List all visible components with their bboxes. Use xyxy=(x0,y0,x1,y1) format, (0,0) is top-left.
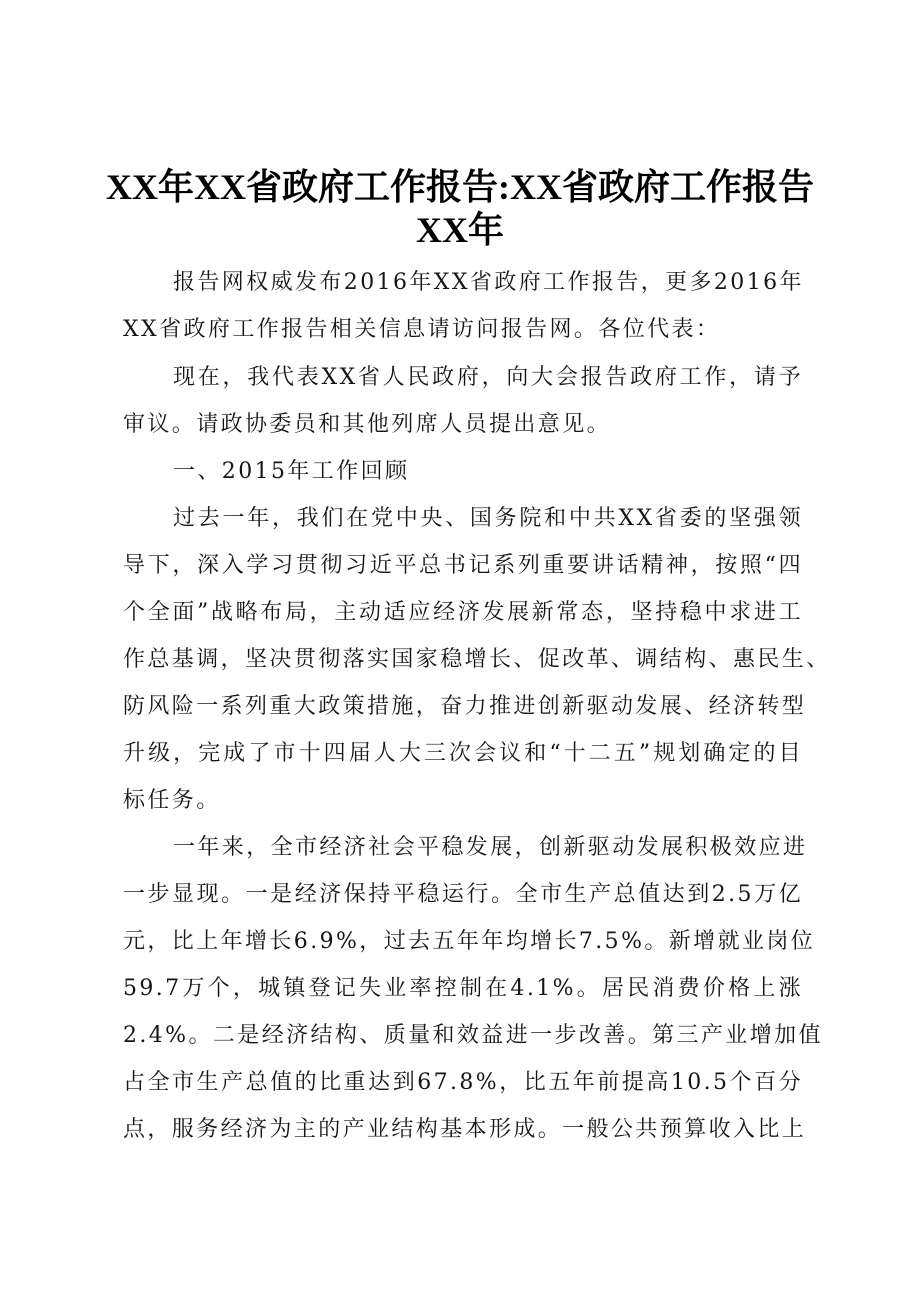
text-line: 防风险一系列重大政策措施，奋力推进创新驱动发展、经济转型 xyxy=(123,694,807,719)
text-line: 标任务。 xyxy=(123,788,221,813)
text-line: 报告网权威发布2016年XX省政府工作报告，更多2016年 xyxy=(173,270,804,295)
text-line: 导下，深入学习贯彻习近平总书记系列重要讲话精神，按照“四 xyxy=(123,553,803,578)
text-line: 一年来，全市经济社会平稳发展，创新驱动发展积极效应进 xyxy=(173,835,808,860)
document-title-line-1: XX年XX省政府工作报告:XX省政府工作报告 xyxy=(106,167,814,207)
text-line: 现在，我代表XX省人民政府，向大会报告政府工作，请予 xyxy=(173,365,803,390)
text-line: 作总基调，坚决贯彻落实国家稳增长、促改革、调结构、惠民生、 xyxy=(123,647,831,672)
text-line: 点，服务经济为主的产业结构基本形成。一般公共预算收入比上 xyxy=(123,1117,807,1142)
text-line: 59.7万个，城镇登记失业率控制在4.1%。居民消费价格上涨 xyxy=(123,976,803,1001)
text-line: XX省政府工作报告相关信息请访问报告网。各位代表： xyxy=(123,317,721,342)
text-line: 升级，完成了市十四届人大三次会议和“十二五”规划确定的目 xyxy=(123,741,803,766)
text-line: 审议。请政协委员和其他列席人员提出意见。 xyxy=(123,412,612,437)
text-line: 元，比上年增长6.9%，过去五年年均增长7.5%。新增就业岗位 xyxy=(123,929,816,954)
text-line: 过去一年，我们在党中央、国务院和中共XX省委的坚强领 xyxy=(173,506,803,531)
text-line: 个全面”战略布局，主动适应经济发展新常态，坚持稳中求进工 xyxy=(123,600,803,625)
section-heading: 一、2015年工作回顾 xyxy=(173,459,410,484)
text-line: 一步显现。一是经济保持平稳运行。全市生产总值达到2.5万亿 xyxy=(123,882,803,907)
document-title-line-2: XX年 xyxy=(416,210,504,250)
text-line: 2.4%。二是经济结构、质量和效益进一步改善。第三产业增加值 xyxy=(123,1023,823,1048)
text-line: 占全市生产总值的比重达到67.8%，比五年前提高10.5个百分 xyxy=(123,1070,803,1095)
